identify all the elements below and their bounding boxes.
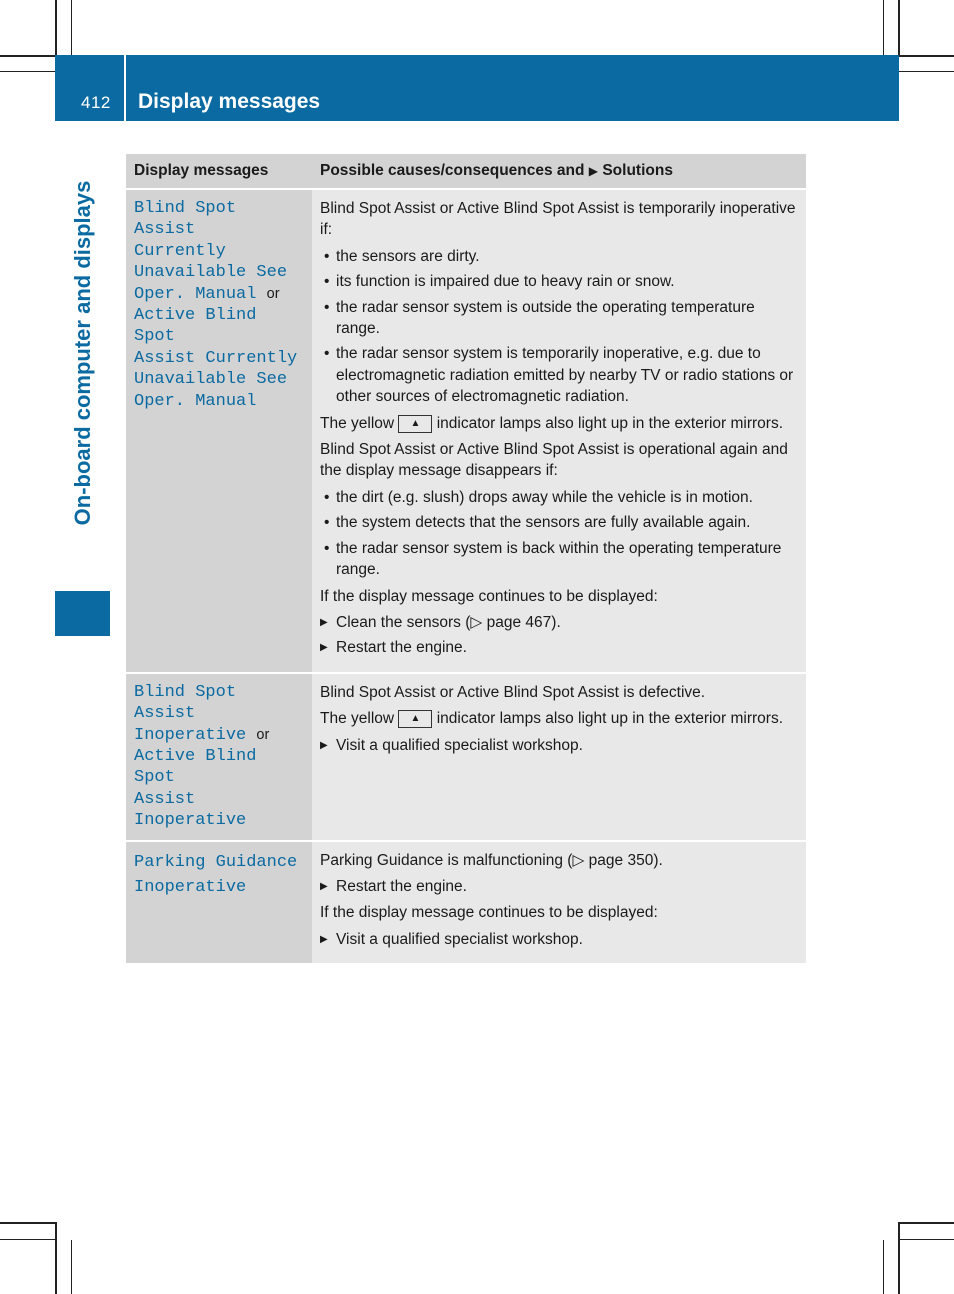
list-item: • its function is impaired due to heavy rain or snow. [320, 271, 798, 292]
solution-steps [320, 929, 798, 950]
message-text: Assist Inoperative [134, 789, 247, 831]
crop-mark [71, 1240, 72, 1294]
crop-mark [898, 0, 900, 55]
message-text: Parking Guidance [134, 852, 298, 872]
crop-mark [0, 55, 55, 57]
or-connector: or [256, 726, 270, 743]
page-reference[interactable]: ▷ page 467 [470, 613, 552, 631]
crop-mark [0, 71, 55, 72]
message-text: Oper. Manual [134, 284, 257, 304]
section-tab [55, 591, 110, 636]
step-text: ). [551, 613, 561, 631]
crop-mark [899, 71, 954, 72]
crop-mark [883, 1240, 884, 1294]
col-header-causes-text: Possible causes/consequences and [320, 162, 585, 179]
crop-mark [0, 1239, 55, 1240]
message-text: Blind Spot Assist [134, 682, 237, 724]
table-header-row [126, 154, 806, 189]
lamp-note-pre: The yellow [320, 710, 395, 728]
crop-mark [55, 0, 57, 55]
message-cell [126, 673, 312, 841]
crop-mark [71, 0, 72, 55]
section-sidebar [55, 121, 110, 636]
list-item: • the radar sensor system is outside the operating temperature range. [320, 297, 798, 340]
blind-spot-warning-icon: ▲ [398, 710, 432, 728]
list-item: • the system detects that the sensors are fully available again. [320, 512, 798, 533]
crop-mark [899, 1239, 954, 1240]
cause-list [320, 246, 798, 408]
table-row [126, 189, 806, 673]
message-text: Active Blind Spot [134, 746, 257, 788]
header-divider [124, 55, 126, 121]
solution-arrow-icon: ▶ [588, 164, 599, 178]
message-text: Unavailable See [134, 263, 288, 283]
message-cell [126, 841, 312, 964]
lamp-note-pre: The yellow [320, 414, 395, 432]
causes-cell [312, 189, 806, 673]
message-text: Active Blind Spot [134, 306, 257, 347]
message-text: Unavailable See [134, 370, 288, 390]
causes-cell [312, 673, 806, 841]
message-text: Assist Currently [134, 348, 298, 368]
solution-steps [320, 612, 798, 659]
step-text: Clean the sensors ( [336, 613, 471, 631]
crop-mark [883, 0, 884, 55]
lamp-note-post: indicator lamps also light up in the exterior mirrors. [436, 414, 784, 432]
table-row [126, 673, 806, 841]
message-text: Inoperative [134, 877, 247, 897]
cause-intro: Blind Spot Assist or Active Blind Spot Assist is defective. [320, 683, 706, 701]
lamp-note [320, 708, 798, 729]
message-cell [126, 189, 312, 673]
solution-step: ▶ Restart the engine. [320, 637, 798, 658]
crop-mark [0, 1222, 55, 1224]
page-title: Display messages [138, 90, 321, 113]
list-item: • the sensors are dirty. [320, 246, 798, 267]
list-item: • the dirt (e.g. slush) drops away while the vehicle is in motion. [320, 487, 798, 508]
solution-step: ▶ Visit a qualified specialist workshop. [320, 929, 798, 950]
col-header-messages: Display messages [126, 154, 312, 189]
or-connector: or [266, 285, 280, 302]
causes-cell [312, 841, 806, 964]
solution-steps [320, 735, 798, 756]
message-text: Oper. Manual [134, 391, 257, 411]
cause-intro: Blind Spot Assist or Active Blind Spot Assist is temporarily inoperative if: [320, 200, 796, 239]
message-text: Blind Spot Assist [134, 199, 237, 240]
blind-spot-warning-icon: ▲ [398, 415, 432, 433]
display-messages-table [126, 154, 806, 963]
table-row [126, 841, 806, 964]
recovery-list [320, 487, 798, 581]
page-reference[interactable]: ▷ page 350 [572, 851, 654, 869]
crop-mark [899, 55, 954, 57]
crop-mark [898, 1222, 900, 1294]
list-item: • the radar sensor system is temporarily inoperative, e.g. due to electromagnetic radiation emitted by nearby TV or radio stations or other sources of electromagnetic radiation. [320, 343, 798, 407]
col-header-solutions-text: Solutions [602, 162, 673, 179]
crop-mark [55, 1222, 57, 1294]
solution-steps [320, 876, 798, 897]
section-title: On-board computer and displays [70, 180, 95, 526]
message-text: Currently [134, 241, 226, 261]
list-item: • the radar sensor system is back within the operating temperature range. [320, 538, 798, 581]
page-number: 412 [81, 93, 111, 112]
message-text: Inoperative [134, 725, 247, 745]
solution-step [320, 612, 798, 633]
cause-intro [320, 850, 798, 871]
col-header-causes [312, 154, 806, 189]
intro-text: ). [653, 851, 663, 869]
recovery-intro: Blind Spot Assist or Active Blind Spot Assist is operational again and the display message disappears if: [320, 441, 788, 480]
continues-note: If the display message continues to be displayed: [320, 587, 658, 605]
intro-text: Parking Guidance is malfunctioning ( [320, 851, 573, 869]
page-header [55, 55, 899, 121]
solution-step: ▶ Restart the engine. [320, 876, 798, 897]
crop-mark [899, 1222, 954, 1224]
solution-step: ▶ Visit a qualified specialist workshop. [320, 735, 798, 756]
lamp-note-post: indicator lamps also light up in the exterior mirrors. [436, 710, 784, 728]
continues-note: If the display message continues to be displayed: [320, 904, 658, 922]
lamp-note [320, 413, 798, 434]
